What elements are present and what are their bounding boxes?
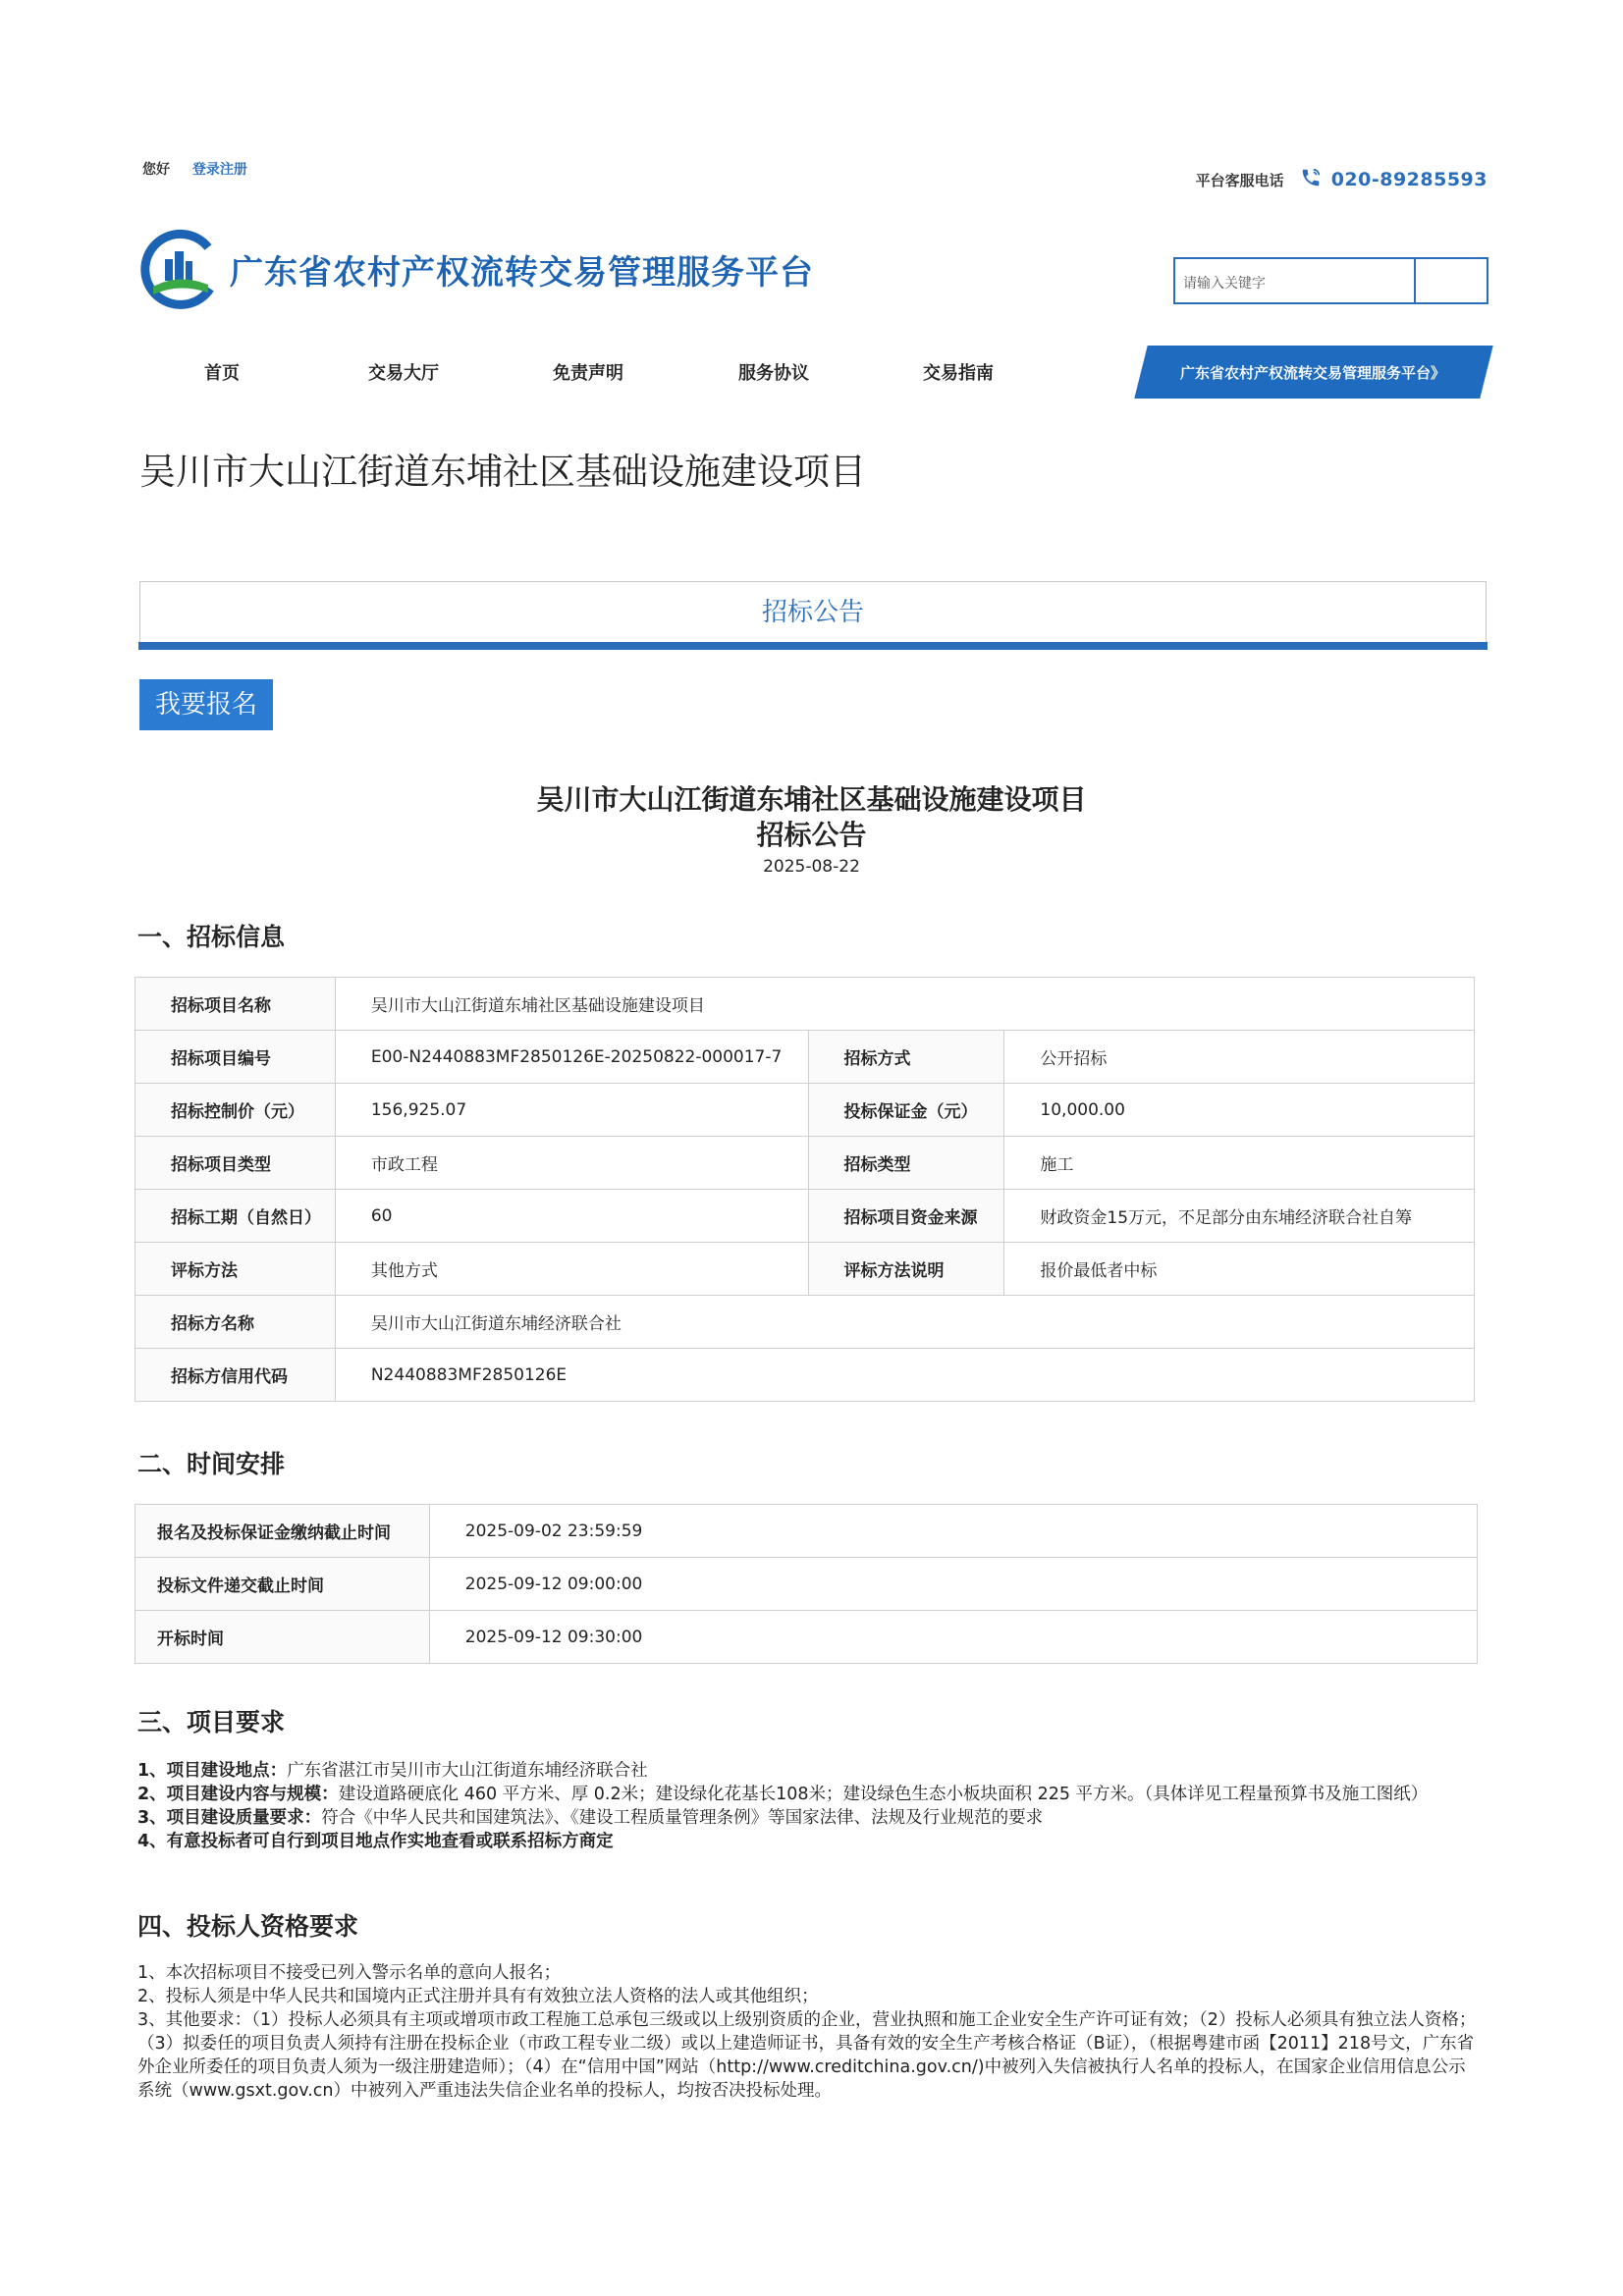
row-label: 开标时间 — [135, 1611, 430, 1664]
search-input[interactable]: 请输入关键字 — [1183, 276, 1266, 292]
hotline — [1196, 167, 1488, 192]
row-label: 招标项目资金来源 — [808, 1190, 1004, 1243]
top-bar — [142, 159, 247, 179]
login-register-link[interactable]: 登录注册 — [191, 162, 247, 178]
hotline-number[interactable]: 020-89285593 — [1330, 169, 1488, 190]
nav-trading-hall[interactable]: 交易大厅 — [368, 363, 439, 384]
announcement-date: 2025-08-22 — [763, 857, 860, 877]
requirements-list — [137, 1759, 1492, 1853]
row-value: 市政工程 — [335, 1137, 808, 1190]
tab-bid-announcement[interactable]: 招标公告 — [761, 598, 864, 627]
row-value: N2440883MF2850126E — [335, 1349, 1474, 1402]
bid-info-table — [135, 977, 1475, 1402]
item-text: 符合《中华人民共和国建筑法》、《建设工程质量管理条例》等国家法律、法规及行业规范的要求 — [321, 1808, 1044, 1828]
row-label: 招标方式 — [808, 1031, 1004, 1084]
row-value: 财政资金15万元，不足部分由东埔经济联合社自筹 — [1004, 1190, 1475, 1243]
section-bid-info-heading: 一、招标信息 — [137, 923, 286, 951]
row-value: 吴川市大山江街道东埔社区基础设施建设项目 — [335, 978, 1474, 1031]
announcement-subtitle: 招标公告 — [756, 819, 867, 851]
table-row — [135, 1137, 1475, 1190]
qualification-list — [137, 1961, 1483, 2103]
table-row — [135, 1190, 1475, 1243]
search-bar — [1173, 257, 1488, 304]
tab-container — [139, 581, 1487, 644]
platform-name: 广东省农村产权流转交易管理服务平台 — [230, 252, 814, 293]
item-text: 建设道路硬底化 460 平方米、厚 0.2米；建设绿化花基长108米；建设绿色生态小板块面积 225 平方米。（具体详见工程量预算书及施工图纸） — [338, 1785, 1429, 1804]
table-row — [135, 978, 1475, 1031]
item-label: 2、项目建设内容与规模： — [137, 1785, 339, 1804]
row-label: 招标类型 — [808, 1137, 1004, 1190]
list-item — [137, 1759, 1492, 1783]
row-label: 招标项目编号 — [135, 1031, 336, 1084]
phone-icon — [1300, 167, 1322, 192]
table-row — [135, 1296, 1475, 1349]
list-item: 3、其他要求：（1）投标人必须具有主项或增项市政工程施工总承包三级或以上级别资质的企业，营业执照和施工企业安全生产许可证有效；（2）投标人必须具有独立法人资格；（3）拟委任的项目负责人须持有注册在投标企业（市政工程专业二级）或以上建造师证书，具备有效的安全生产考核合格证（B证），（根据粤建市函【2011】218号文，广东省外企业所委任的项目负责人须为一级注册建造师）；（4）在“信用中国”网站（http://www.creditchina.gov.cn/)中被列入失信被执行人名单的投标人，在国家企业信用信息公示系统（www.gsxt.gov.cn）中被列入严重违法失信企业名单的投标人，均按否决投标处理。 — [137, 2010, 1477, 2101]
table-row — [135, 1349, 1475, 1402]
row-value: 其他方式 — [335, 1243, 808, 1296]
row-label: 报名及投标保证金缴纳截止时间 — [135, 1505, 430, 1558]
row-label: 招标方信用代码 — [135, 1349, 336, 1402]
row-label: 招标项目名称 — [135, 978, 336, 1031]
item-label: 3、项目建设质量要求： — [137, 1808, 322, 1828]
row-value: 156,925.07 — [335, 1084, 808, 1137]
row-value: 施工 — [1004, 1137, 1475, 1190]
row-value: 公开招标 — [1004, 1031, 1475, 1084]
main-nav — [0, 359, 1623, 389]
table-row — [135, 1505, 1478, 1558]
platform-logo[interactable] — [139, 228, 814, 310]
row-value: 10,000.00 — [1004, 1084, 1475, 1137]
row-value: 2025-09-12 09:30:00 — [429, 1611, 1477, 1664]
row-value: 2025-09-12 09:00:00 — [429, 1558, 1477, 1611]
nav-disclaimer[interactable]: 免责声明 — [553, 363, 623, 384]
table-row — [135, 1558, 1478, 1611]
item-label: 1、项目建设地点： — [137, 1761, 288, 1781]
row-label: 评标方法说明 — [808, 1243, 1004, 1296]
nav-home[interactable]: 首页 — [204, 363, 240, 384]
greeting: 您好 — [142, 162, 170, 178]
list-item: 2、投标人须是中华人民共和国境内正式注册并具有有效独立法人资格的法人或其他组织； — [137, 1987, 819, 2006]
hotline-label: 平台客服电话 — [1195, 171, 1284, 189]
list-item — [137, 1783, 1492, 1806]
row-value: 2025-09-02 23:59:59 — [429, 1505, 1477, 1558]
table-row — [135, 1243, 1475, 1296]
section-requirements-heading: 三、项目要求 — [137, 1708, 286, 1736]
nav-service-agreement[interactable]: 服务协议 — [738, 363, 809, 384]
list-item — [137, 1830, 1492, 1853]
row-label: 招标项目类型 — [135, 1137, 336, 1190]
announcement-title: 吴川市大山江街道东埔社区基础设施建设项目 — [536, 783, 1087, 816]
signup-button[interactable]: 我要报名 — [139, 679, 273, 730]
row-label: 投标保证金（元） — [808, 1084, 1004, 1137]
banner-label: 广东省农村产权流转交易管理服务平台》 — [1179, 364, 1446, 382]
list-item: 1、本次招标项目不接受已列入警示名单的意向人报名； — [137, 1963, 562, 1983]
logo-mark-icon — [139, 228, 218, 310]
list-item — [137, 1806, 1492, 1830]
platform-banner-link[interactable] — [1134, 346, 1492, 399]
row-label: 招标方名称 — [135, 1296, 336, 1349]
section-schedule-heading: 二、时间安排 — [137, 1450, 286, 1478]
tab-underline — [138, 642, 1488, 650]
table-row — [135, 1611, 1478, 1664]
nav-trading-guide[interactable]: 交易指南 — [923, 363, 994, 384]
row-label: 招标控制价（元） — [135, 1084, 336, 1137]
section-qualification-heading: 四、投标人资格要求 — [137, 1912, 359, 1941]
row-label: 投标文件递交截止时间 — [135, 1558, 430, 1611]
search-button[interactable] — [1414, 259, 1487, 302]
row-value: 吴川市大山江街道东埔经济联合社 — [335, 1296, 1474, 1349]
item-text: 广东省湛江市吴川市大山江街道东埔经济联合社 — [287, 1761, 648, 1781]
row-label: 招标工期（自然日） — [135, 1190, 336, 1243]
schedule-table — [135, 1504, 1478, 1664]
item-label: 4、有意投标者可自行到项目地点作实地查看或联系招标方商定 — [137, 1832, 614, 1851]
page-title: 吴川市大山江街道东埔社区基础设施建设项目 — [139, 451, 866, 493]
row-value: 报价最低者中标 — [1004, 1243, 1475, 1296]
row-value: 60 — [335, 1190, 808, 1243]
table-row — [135, 1031, 1475, 1084]
row-value: E00-N2440883MF2850126E-20250822-000017-7 — [335, 1031, 808, 1084]
table-row — [135, 1084, 1475, 1137]
row-label: 评标方法 — [135, 1243, 336, 1296]
